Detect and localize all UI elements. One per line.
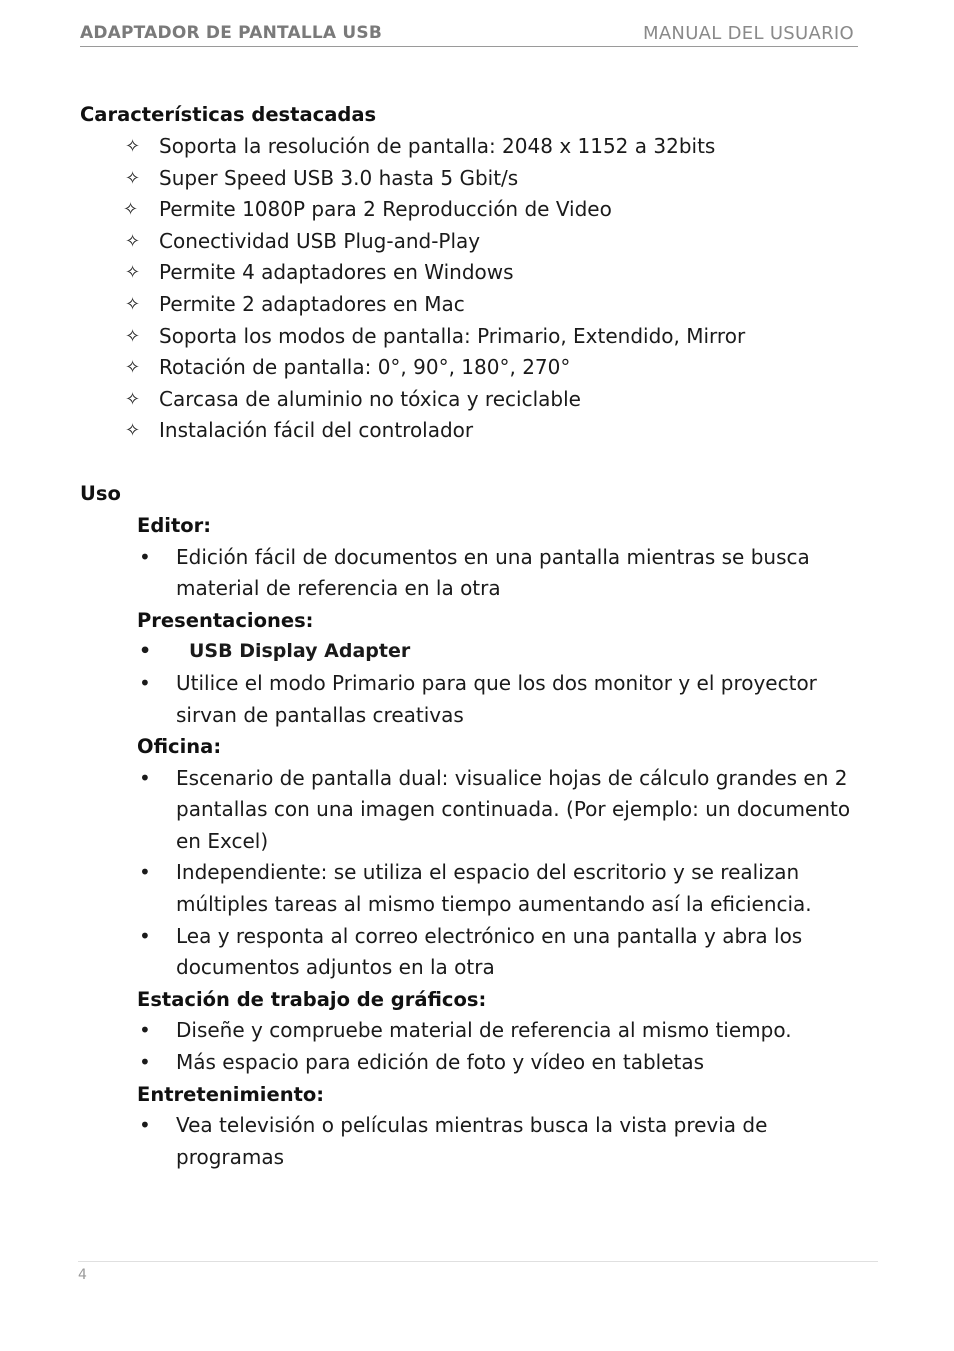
feature-item: ✧ Permite 4 adaptadores en Windows bbox=[80, 257, 880, 289]
star-bullet-icon: ✧ bbox=[125, 325, 141, 347]
graphics-list bbox=[137, 1015, 880, 1078]
list-item: • Vea televisión o películas mientras busca la vista previa de programas bbox=[137, 1110, 880, 1173]
bullet-icon: • bbox=[139, 923, 151, 948]
feature-item: ✧ Carcasa de aluminio no tóxica y reciclable bbox=[80, 384, 880, 416]
page-footer bbox=[78, 1261, 878, 1283]
bullet-icon: • bbox=[139, 544, 151, 569]
header-title: ADAPTADOR DE PANTALLA USB bbox=[80, 23, 382, 43]
bullet-icon: • bbox=[139, 640, 152, 663]
feature-item: ✧ Soporta la resolución de pantalla: 2048 x 1152 a 32bits bbox=[80, 131, 880, 163]
features-list bbox=[80, 131, 880, 447]
feature-item: ✧ Conectividad USB Plug-and-Play bbox=[80, 226, 880, 258]
usage-heading: Uso bbox=[80, 481, 121, 505]
feature-item: ✧ Permite 1080P para 2 Reproducción de Video bbox=[80, 194, 880, 226]
list-item: • Independiente: se utiliza el espacio del escritorio y se realizan múltiples tareas al mismo tiempo aumentando así la eficiencia. bbox=[137, 857, 880, 920]
feature-item: ✧ Instalación fácil del controlador bbox=[80, 415, 880, 447]
star-bullet-icon: ✧ bbox=[125, 136, 141, 157]
star-bullet-icon: ✧ bbox=[123, 199, 139, 221]
page-content bbox=[80, 99, 880, 1173]
office-list bbox=[137, 763, 880, 984]
usage-section bbox=[137, 510, 880, 1173]
star-bullet-icon: ✧ bbox=[125, 293, 141, 315]
list-item: • Más espacio para edición de foto y vídeo en tabletas bbox=[137, 1047, 880, 1079]
feature-item: ✧ Super Speed USB 3.0 hasta 5 Gbit/s bbox=[80, 163, 880, 195]
bullet-icon: • bbox=[139, 1050, 151, 1075]
page-header bbox=[80, 20, 858, 47]
bullet-icon: • bbox=[139, 1018, 151, 1043]
bullet-icon: • bbox=[139, 860, 151, 885]
header-subtitle: MANUAL DEL USUARIO bbox=[642, 23, 854, 44]
graphics-heading: Estación de trabajo de gráficos: bbox=[137, 987, 487, 1011]
list-item: • Lea y responta al correo electrónico en una pantalla y abra los documentos adjuntos en la otra bbox=[137, 921, 880, 984]
editor-heading: Editor: bbox=[137, 513, 212, 537]
star-bullet-icon: ✧ bbox=[125, 167, 141, 189]
list-item: • Diseñe y compruebe material de referencia al mismo tiempo. bbox=[137, 1015, 880, 1047]
bullet-icon: • bbox=[139, 670, 151, 695]
list-item: • Escenario de pantalla dual: visualice hojas de cálculo grandes en 2 pantallas con una imagen continuada. (Por ejemplo: un documento en Excel) bbox=[137, 763, 880, 858]
feature-item: ✧ Rotación de pantalla: 0°, 90°, 180°, 270° bbox=[80, 352, 880, 384]
page-number: 4 bbox=[78, 1267, 87, 1283]
list-item: • Edición fácil de documentos en una pantalla mientras se busca material de referencia en la otra bbox=[137, 542, 880, 605]
list-item: • Utilice el modo Primario para que los dos monitor y el proyector sirvan de pantallas creativas bbox=[137, 668, 880, 731]
bullet-icon: • bbox=[139, 1113, 151, 1138]
star-bullet-icon: ✧ bbox=[125, 230, 141, 252]
list-item: • USB Display Adapter bbox=[137, 636, 880, 668]
star-bullet-icon: ✧ bbox=[125, 262, 141, 284]
star-bullet-icon: ✧ bbox=[125, 357, 141, 379]
star-bullet-icon: ✧ bbox=[125, 388, 141, 410]
office-heading: Oficina: bbox=[137, 735, 222, 759]
presentations-list bbox=[137, 636, 880, 731]
presentations-heading: Presentaciones: bbox=[137, 608, 314, 632]
star-bullet-icon: ✧ bbox=[125, 420, 141, 442]
feature-item: ✧ Permite 2 adaptadores en Mac bbox=[80, 289, 880, 321]
editor-list bbox=[137, 542, 880, 605]
entertainment-heading: Entretenimiento: bbox=[137, 1082, 325, 1106]
entertainment-list bbox=[137, 1110, 880, 1173]
features-heading: Características destacadas bbox=[80, 103, 377, 126]
bullet-icon: • bbox=[139, 765, 151, 790]
feature-item: ✧ Soporta los modos de pantalla: Primario, Extendido, Mirror bbox=[80, 321, 880, 353]
